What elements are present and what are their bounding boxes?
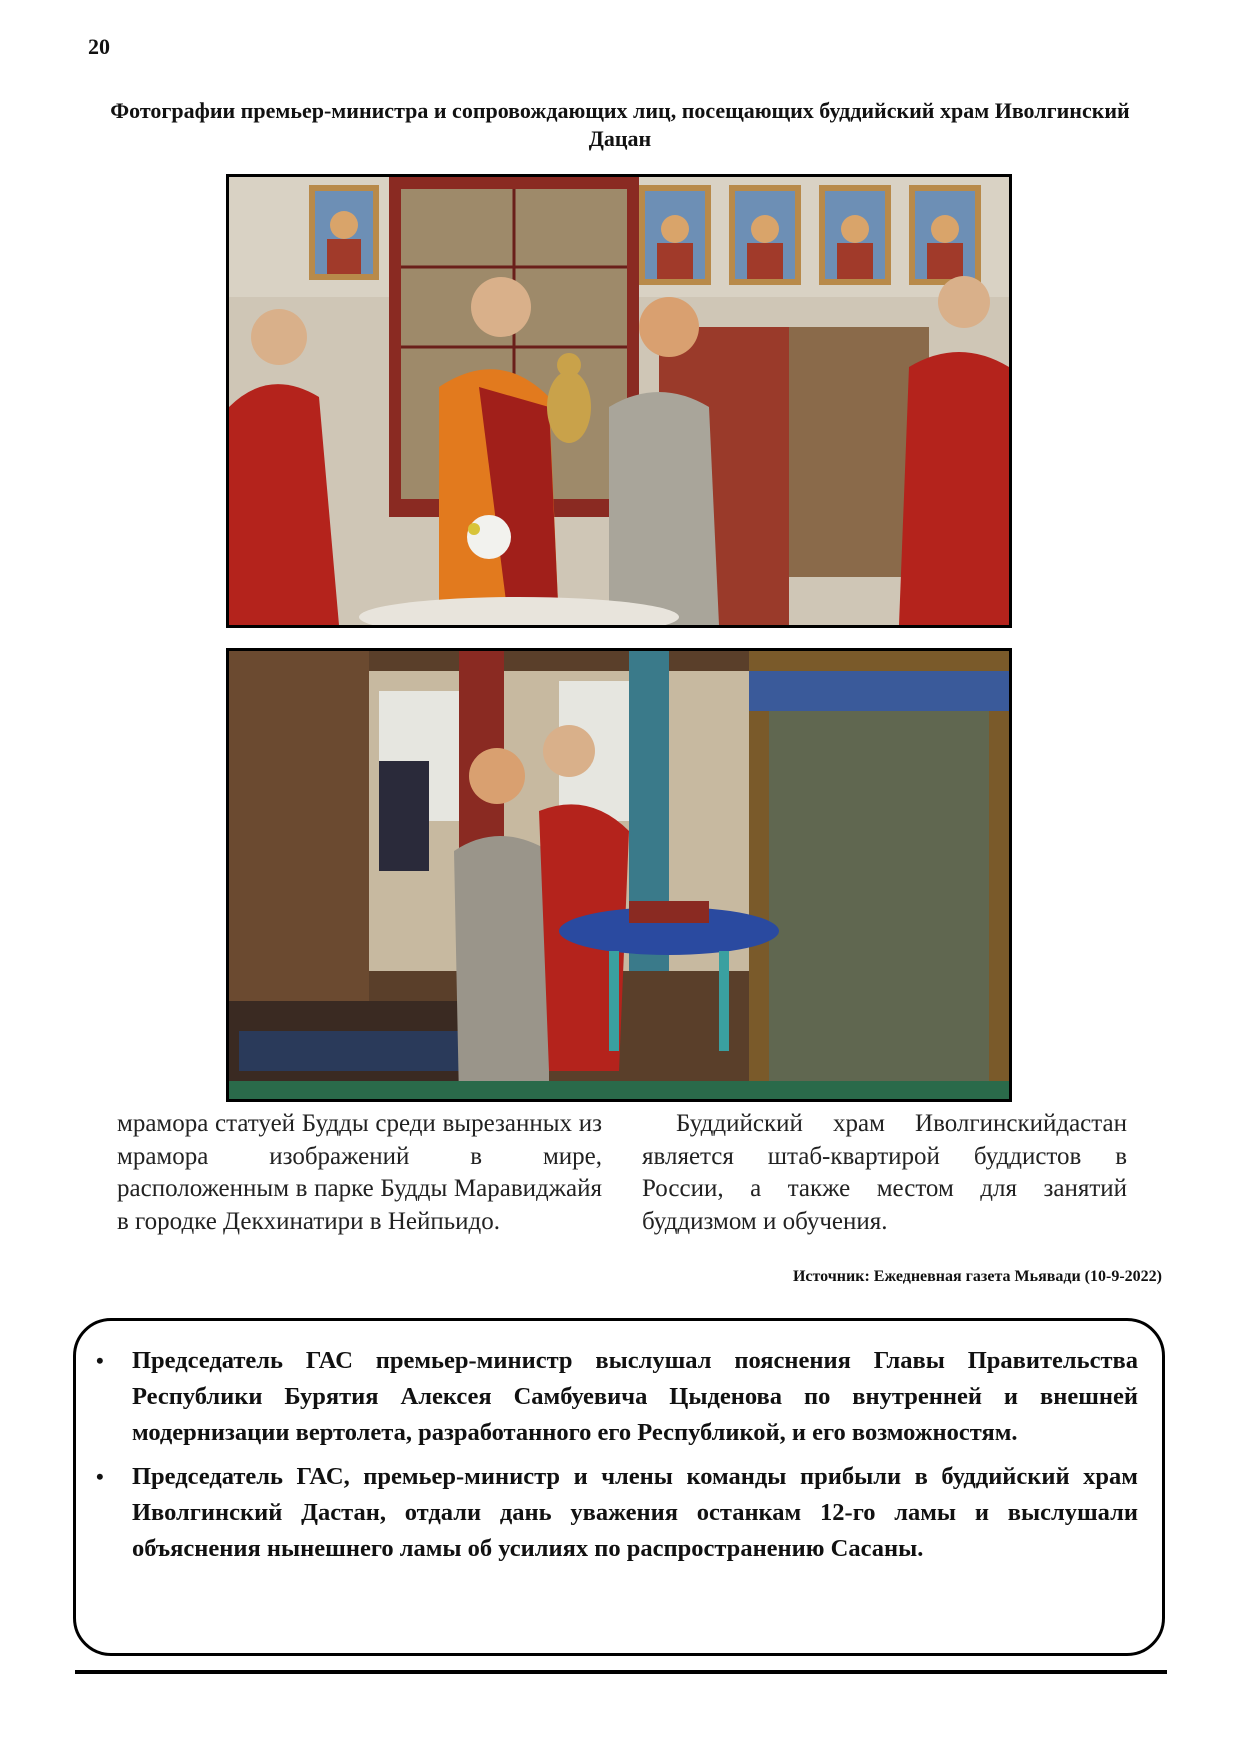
page-number: 20 (88, 34, 110, 59)
bullet-icon: • (96, 1348, 104, 1373)
photo-gift-presentation (226, 174, 1012, 628)
left-column-text: мрамора статуей Будды среди вырезанных из мрамора изображений в мире, расположенным в парке Будды Маравиджайя в городке Декхинатири в Нейпьидо. (117, 1110, 602, 1235)
source-citation: Источник: Ежедневная газета Мьявади (10-9-2022) (792, 1268, 1162, 1285)
bullet-icon: • (96, 1464, 104, 1489)
bottom-rule (75, 1670, 1167, 1674)
photo-heading: Фотографии премьер-министра и сопровождающих лиц, посещающих буддийский храм Иволгинский Дацан (110, 98, 1130, 151)
summary-item (96, 1343, 1138, 1451)
right-column-text: Буддийский храм Иволгинскийдастан является штаб-квартирой буддистов в России, а также местом для занятий буддизмом и обучения. (642, 1110, 1127, 1235)
summary-item (96, 1459, 1138, 1567)
photo-temple-prayer (226, 648, 1012, 1102)
summary-item-text: Председатель ГАС, премьер-министр и члены команды прибыли в буддийский храм Иволгинский Дастан, отдали дань уважения останкам 12-го ламы и выслушали объяснения нынешнего ламы об усилиях по распространению Сасаны. (132, 1463, 1138, 1562)
summary-item-text: Председатель ГАС премьер-министр выслушал пояснения Главы Правительства Республики Бурятия Алексея Самбуевича Цыденова по внутренней и внешней модернизации вертолета, разработанного его Республикой, и его возможностям. (132, 1347, 1138, 1446)
summary-box (73, 1318, 1165, 1656)
summary-list (96, 1343, 1138, 1575)
